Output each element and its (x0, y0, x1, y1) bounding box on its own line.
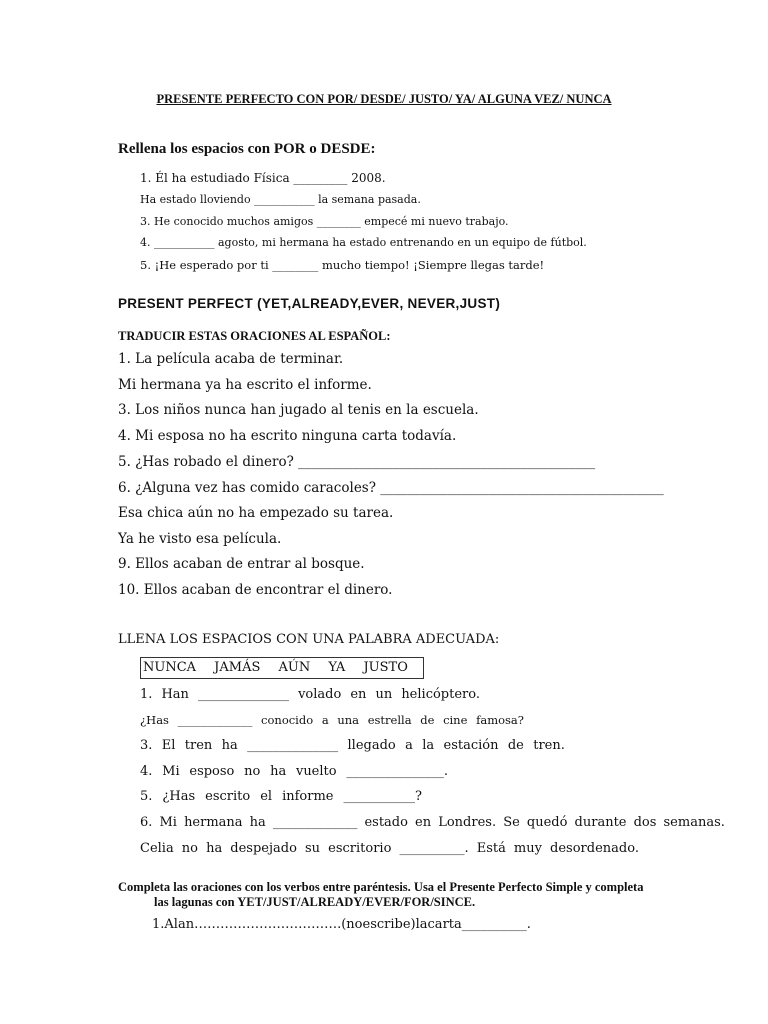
word: no (181, 841, 198, 856)
word: su (305, 841, 321, 856)
word: durante (574, 815, 627, 830)
section3-item-3 (140, 738, 565, 753)
section2-item-3: 3. Los niños nunca han jugado al tenis en la escuela. (118, 402, 479, 418)
word: 5. (140, 789, 153, 804)
word: ha (249, 815, 266, 830)
word: Alan (164, 917, 195, 932)
section2-item-7: Esa chica aún no ha empezado su tarea. (118, 505, 394, 521)
word: Mi (162, 764, 180, 779)
word: ¿Has (140, 713, 169, 727)
word: la (415, 917, 428, 932)
word: estación (443, 738, 499, 753)
word: despejado (230, 841, 297, 856)
section2-subheading: TRADUCIR ESTAS ORACIONES AL ESPAÑOL: (118, 329, 391, 343)
section3-item-4 (140, 764, 448, 779)
section2-item-2: Mi hermana ya ha escrito el informe. (118, 377, 372, 393)
section4-item-1 (152, 917, 531, 932)
word: __________. (399, 841, 469, 856)
word: escribe) (362, 917, 416, 932)
section1-item-4: 4. ___________ agosto, mi hermana ha estado entrenando en un equipo de fútbol. (140, 236, 587, 249)
word: ha (206, 841, 223, 856)
word: estrella (367, 713, 412, 727)
word: semanas. (663, 815, 725, 830)
word: ……………………………. (194, 917, 342, 932)
word: helicóptero. (401, 687, 480, 702)
word: hermana (184, 815, 243, 830)
word: de (420, 713, 435, 727)
word: _____________ (177, 713, 253, 727)
word: 1. (140, 687, 153, 702)
word: tren. (533, 738, 565, 753)
word: Londres. (438, 815, 497, 830)
word: de (507, 738, 524, 753)
word: tren (184, 738, 213, 753)
page-title: PRESENTE PERFECTO CON POR/ DESDE/ JUSTO/ YA/ ALGUNA VEZ/ NUNCA (156, 92, 612, 106)
word: (no (341, 917, 363, 932)
word: ______________ (198, 687, 289, 702)
section4-heading-line1: Completa las oraciones con los verbos entre paréntesis. Usa el Presente Perfecto Simple y completa (118, 880, 644, 894)
word: en (350, 687, 367, 702)
word: quedó (526, 815, 568, 830)
section2-heading: PRESENT PERFECT (YET,ALREADY,EVER, NEVER,JUST) (118, 296, 501, 311)
word: el (260, 789, 273, 804)
section1-heading: Rellena los espacios con POR o DESDE: (118, 141, 376, 157)
word: a (405, 738, 413, 753)
section1-item-5: 5. ¡He esperado por ti ________ mucho tiempo! ¡Siempre llegas tarde! (140, 258, 545, 272)
word: no (244, 764, 261, 779)
word: desordenado. (550, 841, 639, 856)
word: Han (161, 687, 189, 702)
word: muy (513, 841, 542, 856)
section3-heading: LLENA LOS ESPACIOS CON UNA PALABRA ADECUADA: (118, 632, 500, 647)
word: Se (503, 815, 520, 830)
word: ¿Has (162, 789, 196, 804)
section1-item-3: 3. He conocido muchos amigos ________ empecé mi nuevo trabajo. (140, 215, 509, 228)
section2-item-9: 9. Ellos acaban de entrar al bosque. (118, 556, 365, 572)
word: El (161, 738, 176, 753)
word: una (337, 713, 360, 727)
section3-item-6 (140, 815, 725, 830)
section4-heading-line2: las lagunas con YET/JUST/ALREADY/EVER/FOR/SINCE. (154, 895, 476, 909)
word: 1. (152, 917, 165, 932)
word: Mi (159, 815, 177, 830)
word: esposo (189, 764, 235, 779)
section2-item-10: 10. Ellos acaban de encontrar el dinero. (118, 582, 393, 598)
section1-item-2: Ha estado lloviendo ___________ la semana pasada. (140, 193, 421, 206)
word: llegado (347, 738, 396, 753)
section2-item-5: 5. ¿Has robado el dinero? ____________________________________________ (118, 454, 596, 470)
word: ha (221, 738, 238, 753)
word: conocido (261, 713, 314, 727)
word: en (415, 815, 432, 830)
section2-item-4: 4. Mi esposa no ha escrito ninguna carta todavía. (118, 428, 457, 444)
word: Celia (140, 841, 174, 856)
word: volado (298, 687, 342, 702)
word: cine (443, 713, 468, 727)
word: carta (427, 917, 462, 932)
section3-item-7 (140, 841, 639, 856)
word: __________. (461, 917, 531, 932)
word: 6. (140, 815, 153, 830)
word: ha (270, 764, 287, 779)
word: _____________ (272, 815, 358, 830)
word: informe (282, 789, 334, 804)
word: _______________. (346, 764, 448, 779)
word: a (321, 713, 329, 727)
word: 4. (140, 764, 153, 779)
word: dos (633, 815, 657, 830)
section2-item-1: 1. La película acaba de terminar. (118, 351, 344, 367)
word: estado (364, 815, 408, 830)
section3-item-5 (140, 789, 422, 804)
word: escrito (205, 789, 251, 804)
word: Está (476, 841, 506, 856)
word: un (375, 687, 393, 702)
section3-item-1 (140, 687, 480, 702)
word-box: NUNCA JAMÁS AÚN YA JUSTO (140, 657, 424, 679)
word: 3. (140, 738, 153, 753)
section2-item-8: Ya he visto esa película. (118, 531, 282, 547)
word: ___________? (343, 789, 422, 804)
section3-item-2 (140, 713, 524, 727)
word: escritorio (328, 841, 392, 856)
word: la (422, 738, 435, 753)
word: vuelto (295, 764, 337, 779)
section1-item-1: 1. Él ha estudiado Física _________ 2008. (140, 171, 386, 185)
word: famosa? (476, 713, 524, 727)
word: ______________ (247, 738, 339, 753)
section2-item-6: 6. ¿Alguna vez has comido caracoles? __________________________________________ (118, 480, 664, 496)
